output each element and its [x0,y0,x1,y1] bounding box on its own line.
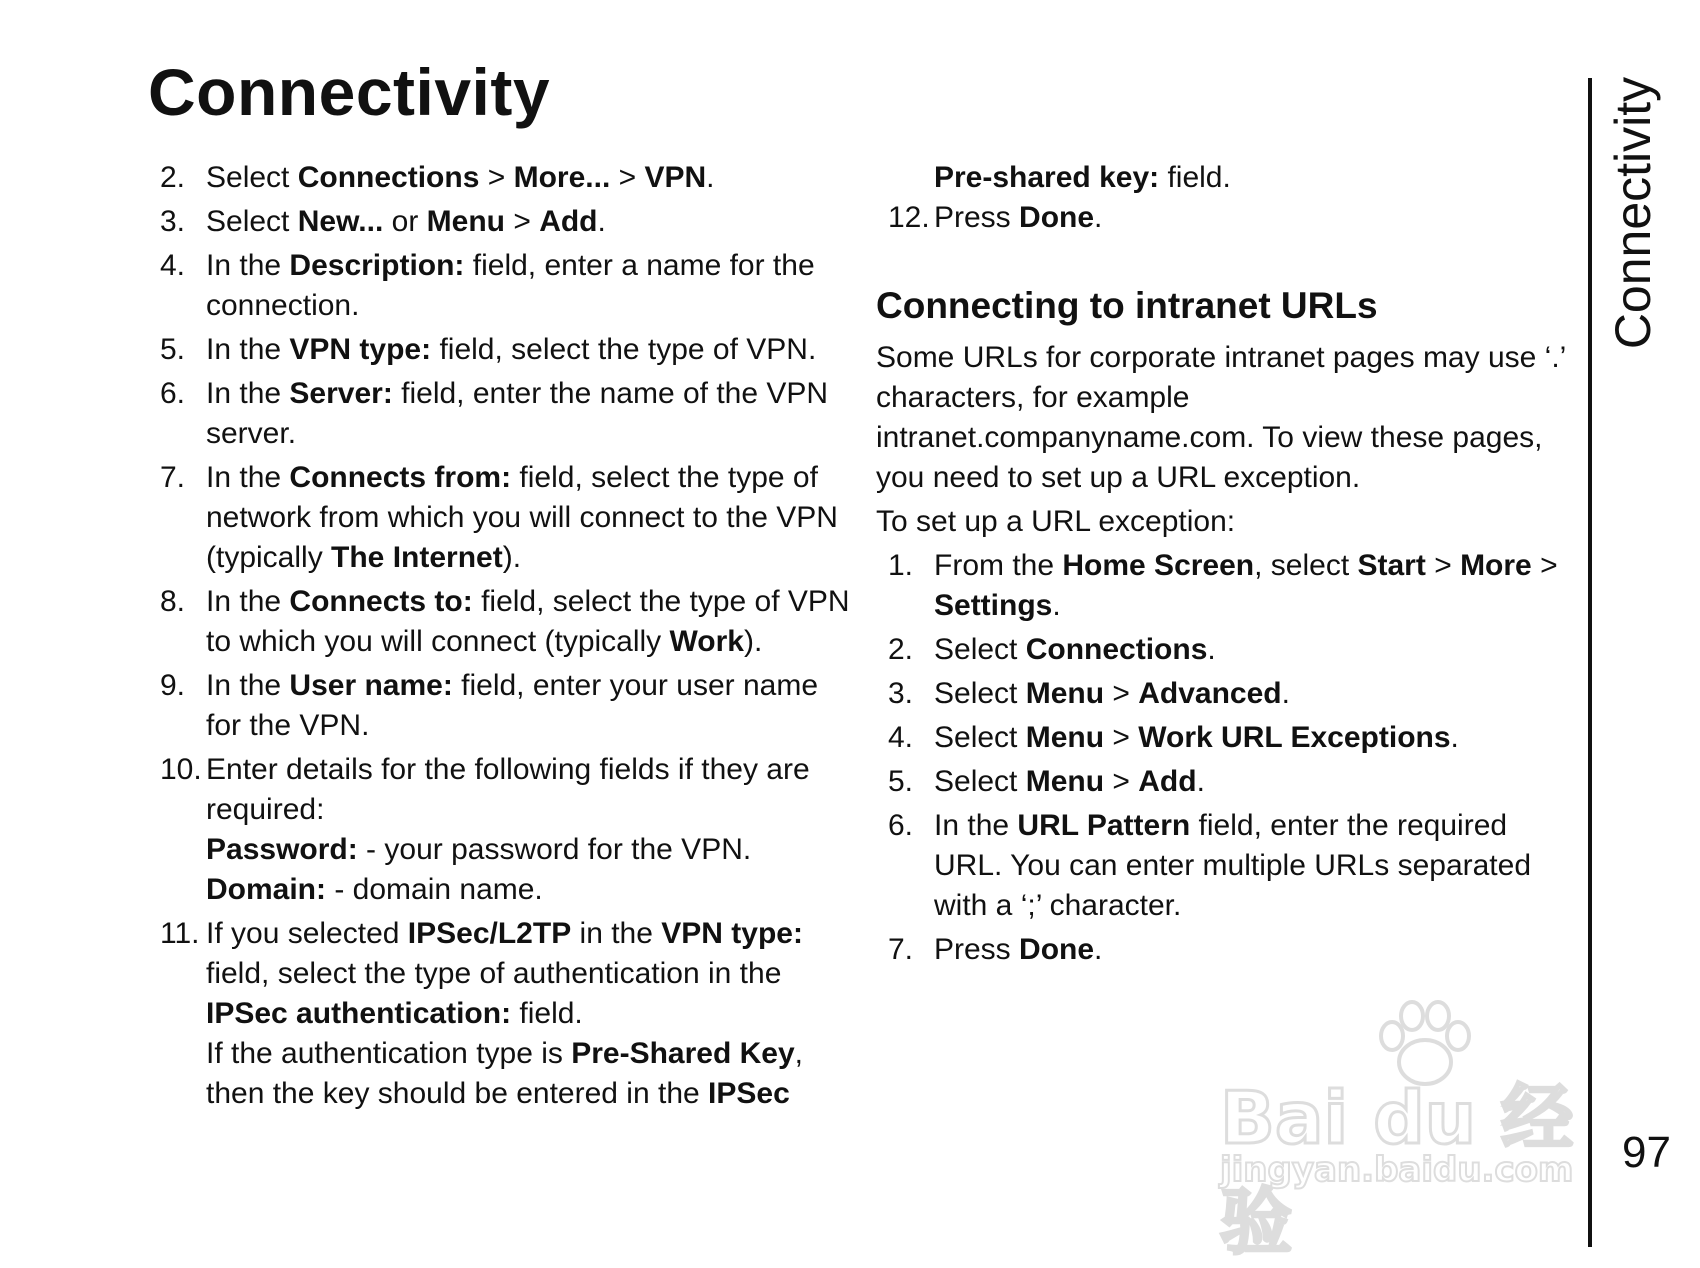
step-text: In the Connects to: field, select the type of VPN to which you will connect (typically Work). [206,585,850,658]
url-step-1 [876,546,1576,626]
url-step-4 [876,718,1576,758]
step-number: 3. [160,205,186,238]
step-text: In the User name: field, enter your user name for the VPN. [206,669,818,742]
step-text: From the Home Screen, select Start > More > Settings. [934,549,1558,622]
page-number: 97 [1622,1128,1671,1177]
step-5 [160,330,850,370]
step-2 [160,158,850,198]
step-text: Press Done. [934,933,1103,966]
password-field-note: Password: - your password for the VPN. [206,833,752,866]
step-number: 7. [888,933,914,966]
step-7 [160,458,850,578]
right-column [876,158,1576,974]
step-number: 4. [888,721,914,754]
step-text: In the URL Pattern field, enter the required URL. You can enter multiple URLs separated with a ‘;’ character. [934,809,1532,922]
step-text: Select New... or Menu > Add. [206,205,606,238]
step-text: In the Server: field, enter the name of the VPN server. [206,377,829,450]
watermark-brand: Bai du 经验 [1220,1076,1574,1264]
domain-field-note: Domain: - domain name. [206,873,543,906]
step-text: Select Connections. [934,633,1216,666]
chapter-tab-label: Connectivity [1605,76,1661,350]
step-text: In the Description: field, enter a name for the connection. [206,249,815,322]
step-text: If you selected IPSec/L2TP in the VPN type: field, select the type of authentication in the IPSec authentication: field. [206,917,803,1030]
step-number: 8. [160,585,186,618]
step-10 [160,750,850,910]
step-number: 6. [888,809,914,842]
url-step-7 [876,930,1576,970]
step-6 [160,374,850,454]
url-step-2 [876,630,1576,670]
step-8 [160,582,850,662]
left-column [160,158,850,1118]
watermark [1220,1000,1620,1264]
step-9 [160,666,850,746]
step-number: 11. [160,917,200,950]
step-number: 9. [160,669,186,702]
step-11 [160,914,850,1114]
step-number: 12. [888,201,930,234]
step-text: In the Connects from: field, select the type of network from which you will connect to the VPN (typically The Internet). [206,461,838,574]
step-text: Select Menu > Add. [934,765,1205,798]
step-text: Select Menu > Work URL Exceptions. [934,721,1459,754]
url-step-3 [876,674,1576,714]
step-number: 3. [888,677,914,710]
url-step-6 [876,806,1576,926]
step-number: 2. [888,633,914,666]
step-4 [160,246,850,326]
step-12 [876,198,1576,238]
step-11-continuation: Pre-shared key: field. [934,161,1231,194]
page-title: Connectivity [148,55,551,129]
step-number: 10. [160,753,202,786]
step-number: 7. [160,461,186,494]
section-heading: Connecting to intranet URLs [876,285,1378,326]
intro-paragraph: Some URLs for corporate intranet pages may use ‘.’ characters, for example intranet.companyname.com. To view these pages, you need to set up a URL exception. [876,341,1566,494]
step-text: Press Done. [934,201,1103,234]
pre-shared-key-note: If the authentication type is Pre-Shared Key, then the key should be entered in the IPSec [206,1037,804,1110]
chapter-tab [1594,78,1672,348]
url-step-5 [876,762,1576,802]
step-text: In the VPN type: field, select the type of VPN. [206,333,817,366]
step-text: Select Menu > Advanced. [934,677,1290,710]
step-number: 4. [160,249,186,282]
setup-line: To set up a URL exception: [876,505,1236,538]
step-text: Select Connections > More... > VPN. [206,161,715,194]
step-text: Enter details for the following fields if they are required: [206,753,810,826]
step-number: 5. [888,765,914,798]
step-number: 5. [160,333,186,366]
step-number: 1. [888,549,914,582]
step-number: 2. [160,161,186,194]
watermark-url: jingyan.baidu.com [1220,1150,1574,1190]
step-number: 6. [160,377,186,410]
step-3 [160,202,850,242]
